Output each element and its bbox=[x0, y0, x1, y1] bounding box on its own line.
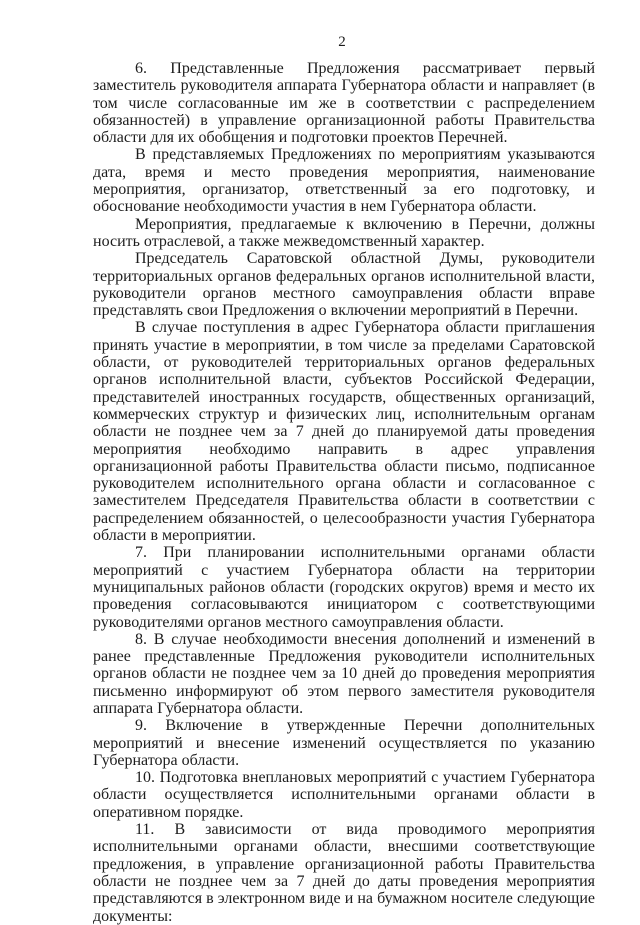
paragraph-9: 9. Включение в утвержденные Перечни дополнительных мероприятий и внесение изменений осуществляется по указанию Губернатора области. bbox=[93, 717, 595, 769]
paragraph-6-proposal-contents: В представляемых Предложениях по мероприятиям указываются дата, время и место проведения мероприятия, наименование мероприятия, организатор, ответственный за его подготовку, и обоснование необходимости участия в нем Губернатора области. bbox=[93, 146, 595, 216]
paragraph-10: 10. Подготовка внеплановых мероприятий с участием Губернатора области осуществляется исполнительными органами области в оперативном порядке. bbox=[93, 769, 595, 821]
page-number: 2 bbox=[338, 34, 346, 50]
paragraph-7: 7. При планировании исполнительными органами области мероприятий с участием Губернатора области на территории муниципальных районов области (городских округов) время и место их проведения согласовываются инициатором с соответствующими руководителями органов местного самоуправления области. bbox=[93, 544, 595, 631]
document-body bbox=[93, 60, 595, 925]
paragraph-11: 11. В зависимости от вида проводимого мероприятия исполнительными органами области, внесшими соответствующие предложения, в управление организационной работы Правительства области не позднее чем за 7 дней до даты проведения мероприятия представляются в электронном виде и на бумажном носителе следующие документы: bbox=[93, 821, 595, 925]
paragraph-6-chairman-proposals: Председатель Саратовской областной Думы, руководители территориальных органов федеральных органов исполнительной власти, руководители органов местного самоуправления области вправе представлять свои Предложения о включении мероприятий в Перечни. bbox=[93, 250, 595, 320]
paragraph-6-invitations: В случае поступления в адрес Губернатора области приглашения принять участие в мероприятии, в том числе за пределами Саратовской области, от руководителей территориальных органов федеральных органов исполнительной власти, субъектов Российской Федерации, представителей иностранных государств, общественных организаций, коммерческих структур и физических лиц, исполнительным органам области не позднее чем за 7 дней до планируемой даты проведения мероприятия необходимо направить в адрес управления организационной работы Правительства области письмо, подписанное руководителем исполнительного органа области и согласованное с заместителем Председателя Правительства области в соответствии с распределением обязанностей, о целесообразности участия Губернатора области в мероприятии. bbox=[93, 319, 595, 545]
paragraph-8: 8. В случае необходимости внесения дополнений и изменений в ранее представленные Предложения руководители исполнительных органов области не позднее чем за 10 дней до проведения мероприятия письменно информируют об этом первого заместителя руководителя аппарата Губернатора области. bbox=[93, 630, 595, 717]
paragraph-6: 6. Представленные Предложения рассматривает первый заместитель руководителя аппарата Губернатора области и направляет (в том числе согласованные им же в соответствии с распределением обязанностей) в управление организационной работы Правительства области для их обобщения и подготовки проектов Перечней. bbox=[93, 60, 595, 147]
paragraph-6-event-character: Мероприятия, предлагаемые к включению в Перечни, должны носить отраслевой, а также межведомственный характер. bbox=[93, 215, 595, 250]
